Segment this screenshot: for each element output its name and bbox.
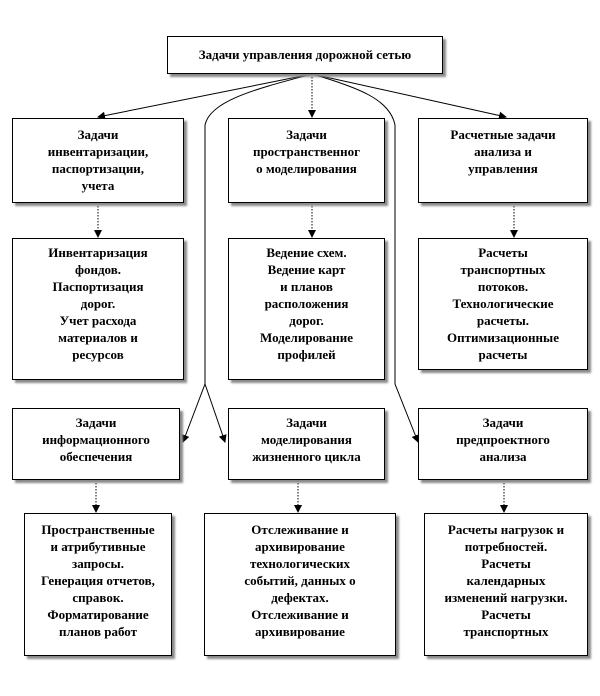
details-calc-line-4: Технологические: [452, 296, 554, 311]
category-lifecycle-line-1: Задачи: [286, 415, 327, 430]
details-spatial-line-2: Ведение карт: [267, 262, 346, 277]
details-info-line-5: справок.: [72, 590, 124, 605]
diagram-title: Задачи управления дорожной сетью: [198, 47, 412, 62]
details-inventory-line-1: Инвентаризация: [48, 245, 148, 260]
arrow-title-to-calc: [312, 74, 506, 117]
details-info-line-6: Форматирование: [47, 607, 149, 622]
details-inventory-line-3: Паспортизация: [52, 279, 144, 294]
details-info-line-4: Генерация отчетов,: [41, 573, 155, 588]
details-spatial-line-1: Ведение схем.: [266, 245, 347, 260]
category-calc-line-3: управления: [468, 161, 538, 176]
details-spatial-line-7: профилей: [277, 347, 336, 362]
details-preproject-line-1: Расчеты нагрузок и: [447, 522, 565, 537]
category-info-line-2: информационного: [42, 432, 150, 447]
arrow-title-to-inventory: [98, 74, 312, 117]
category-spatial-line-2: пространственног: [252, 144, 361, 159]
details-preproject-line-2: потребностей.: [464, 539, 548, 554]
category-spatial-line-3: о моделирования: [256, 161, 357, 176]
category-preproject-line-2: предпроектного: [456, 432, 550, 447]
details-spatial-line-4: расположения: [264, 296, 349, 311]
details-calc-line-5: расчеты.: [476, 313, 530, 328]
details-inventory-box: [12, 238, 184, 380]
details-inventory-line-6: материалов и: [58, 330, 138, 345]
details-spatial-line-6: Моделирование: [259, 330, 354, 345]
category-spatial-line-1: Задачи: [286, 127, 327, 142]
category-calc-box: [418, 118, 588, 203]
details-lifecycle-line-5: дефектах.: [271, 590, 329, 605]
category-info-line-3: обеспечения: [59, 449, 133, 464]
details-inventory-line-7: ресурсов: [72, 347, 124, 362]
details-lifecycle-box: [204, 513, 396, 656]
details-calc-line-2: транспортных: [460, 262, 546, 277]
details-preproject-line-6: Расчеты: [481, 607, 531, 622]
details-info-line-2: и атрибутивные: [50, 539, 146, 554]
details-lifecycle-line-3: технологических: [250, 556, 350, 571]
category-lifecycle-line-2: моделирования: [261, 432, 352, 447]
category-inventory-line-2: инвентаризации,: [47, 144, 149, 159]
details-info-line-7: планов работ: [59, 624, 137, 639]
details-calc-line-7: расчеты: [478, 347, 528, 362]
details-lifecycle-line-1: Отслеживание и: [251, 522, 349, 537]
details-lifecycle-line-4: событий, данных о: [244, 573, 356, 588]
details-info-box: [24, 513, 172, 656]
details-lifecycle-line-2: архивирование: [255, 539, 345, 554]
details-spatial-box: [228, 238, 385, 380]
details-preproject-line-3: Расчеты: [481, 556, 531, 571]
details-inventory-line-2: фондов.: [74, 262, 121, 277]
arrow-fork-to-lifecycle: [205, 384, 225, 442]
category-lifecycle-box: [228, 408, 385, 480]
details-lifecycle-line-7: архивирование: [255, 624, 345, 639]
category-calc-line-1: Расчетные задачи: [450, 127, 556, 142]
details-info-line-3: запросы.: [72, 556, 124, 571]
details-lifecycle-line-6: Отслеживание и: [251, 607, 349, 622]
category-info-line-1: Задачи: [75, 415, 117, 430]
details-spatial-line-3: и планов: [280, 279, 333, 294]
category-calc-line-2: анализа и: [474, 144, 532, 159]
details-calc-line-6: Оптимизационные: [447, 330, 559, 345]
details-inventory-line-4: дорог.: [80, 296, 116, 311]
details-preproject-line-7: транспортных: [463, 624, 549, 639]
category-preproject-line-3: анализа: [479, 449, 527, 464]
category-inventory-box: [12, 118, 184, 203]
category-preproject-box: [418, 408, 588, 480]
details-calc-box: [418, 238, 588, 370]
category-lifecycle-line-3: жизненного цикла: [252, 449, 361, 464]
details-info-line-1: Пространственные: [41, 522, 155, 537]
details-calc-line-3: потоков.: [477, 279, 529, 294]
category-spatial-box: [228, 118, 385, 203]
details-preproject-line-5: изменений нагрузки.: [444, 590, 568, 605]
details-spatial-line-5: дорог.: [289, 313, 324, 328]
category-info-box: [12, 408, 180, 480]
category-inventory-line-4: учета: [81, 178, 115, 193]
details-preproject-line-4: календарных: [466, 573, 546, 588]
category-inventory-line-1: Задачи: [77, 127, 119, 142]
category-preproject-line-1: Задачи: [482, 415, 524, 430]
category-inventory-line-3: паспортизации,: [51, 161, 145, 176]
diagram-title-box: [167, 36, 443, 74]
details-inventory-line-5: Учет расхода: [59, 313, 137, 328]
details-preproject-box: [424, 513, 588, 656]
details-calc-line-1: Расчеты: [478, 245, 528, 260]
